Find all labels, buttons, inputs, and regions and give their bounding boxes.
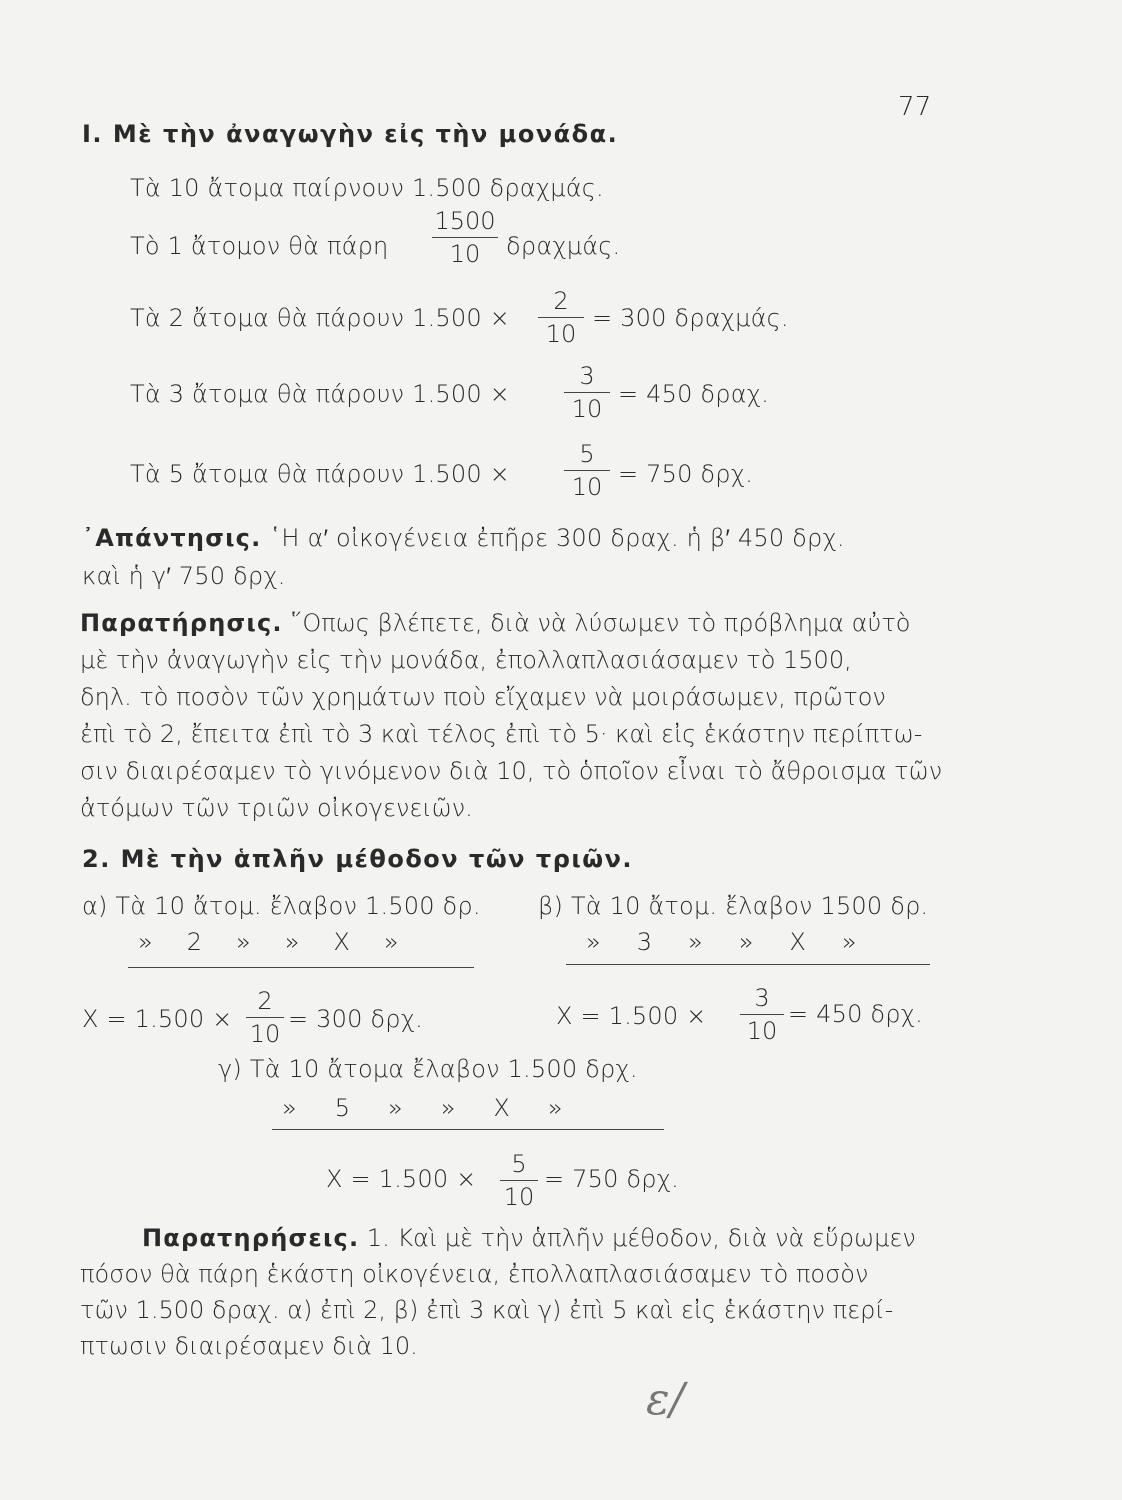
s1-line-2-post: δραχμάς. (506, 232, 621, 260)
fraction-denominator: 10 (249, 1020, 281, 1048)
fraction-denominator: 10 (503, 1183, 535, 1211)
case-c-result-pre: Χ = 1.500 × (326, 1165, 477, 1193)
case-a-line-2: » 2 » » Χ » (138, 928, 399, 956)
case-c-line-1: γ) Τὰ 10 ἄτομα ἔλαβον 1.500 δρχ. (218, 1055, 638, 1083)
s1-line-4-fraction (564, 362, 610, 423)
s1-line-1: Τὰ 10 ἄτομα παίρνουν 1.500 δραχμάς. (130, 174, 604, 202)
case-a-result-pre: Χ = 1.500 × (82, 1005, 233, 1033)
fraction-numerator: 3 (754, 984, 770, 1012)
remark-1-line: σιν διαιρέσαμεν τὸ γινόμενον διὰ 10, τὸ ὁποῖον εἶναι τὸ ἄθροισμα τῶν (80, 757, 943, 785)
remark-1-line: μὲ τὴν ἀναγωγὴν εἰς τὴν μονάδα, ἐπολλαπλασιάσαμεν τὸ 1500, (80, 646, 852, 674)
handwritten-mark: ε∕ (646, 1374, 685, 1425)
remark-1-line: Παρατήρησις. ῞Οπως βλέπετε, διὰ νὰ λύσωμεν τὸ πρόβλημα αὐτὸ (80, 609, 911, 637)
fraction-bar (500, 1180, 538, 1181)
fraction-denominator: 10 (571, 395, 603, 423)
fraction-numerator: 2 (257, 987, 273, 1015)
answer-line-2: καὶ ἡ γ′ 750 δρχ. (82, 562, 286, 590)
s1-line-3-pre: Τὰ 2 ἄτομα θὰ πάρουν 1.500 × (130, 304, 510, 332)
case-b-line-1: β) Τὰ 10 ἄτομ. ἔλαβον 1500 δρ. (538, 892, 929, 920)
case-a-fraction (246, 987, 284, 1048)
case-c-result-post: = 750 δρχ. (544, 1165, 679, 1193)
s1-line-4-pre: Τὰ 3 ἄτομα θὰ πάρουν 1.500 × (130, 380, 510, 408)
remark-2-label: Παρατηρήσεις. (142, 1224, 360, 1252)
case-c-fraction (500, 1150, 538, 1211)
case-b-result-post: = 450 δρχ. (788, 1000, 923, 1028)
remark-2-line: πτωσιν διαιρέσαμεν διὰ 10. (80, 1332, 418, 1360)
s1-line-5-fraction (564, 440, 610, 501)
section-2-heading: 2. Μὲ τὴν ἁπλῆν μέθοδον τῶν τριῶν. (82, 845, 634, 873)
fraction-numerator: 3 (579, 362, 595, 390)
remark-2-line: Παρατηρήσεις. 1. Καὶ μὲ τὴν ἁπλῆν μέθοδον, διὰ νὰ εὕρωμεν (142, 1224, 916, 1252)
fraction-bar (246, 1017, 284, 1018)
fraction-bar (564, 470, 610, 471)
remark-1-line: ἀτόμων τῶν τριῶν οἰκογενειῶν. (80, 794, 473, 822)
case-a-rule (128, 967, 474, 968)
page-number: 77 (898, 92, 932, 122)
fraction-bar (740, 1014, 784, 1015)
case-b-result-pre: Χ = 1.500 × (556, 1002, 707, 1030)
fraction-bar (564, 392, 610, 393)
remark-2-paragraph (80, 1220, 933, 1364)
s1-line-3-post: = 300 δραχμάς. (592, 304, 789, 332)
s1-line-2-pre: Τὸ 1 ἄτομον θὰ πάρη (130, 232, 389, 260)
fraction-denominator: 10 (449, 240, 481, 268)
answer-label: ᾿Απάντησις. (82, 524, 262, 552)
remark-1-line: δηλ. τὸ ποσὸν τῶν χρημάτων ποὺ εἴχαμεν νὰ μοιράσωμεν, πρῶτον (80, 683, 886, 711)
remark-1-paragraph (80, 605, 943, 827)
s1-line-4-post: = 450 δραχ. (618, 380, 769, 408)
remark-1-label: Παρατήρησις. (80, 609, 283, 637)
case-c-line-2: » 5 » » Χ » (282, 1094, 563, 1122)
case-c-rule (272, 1129, 664, 1130)
s1-line-5-post: = 750 δρχ. (618, 460, 753, 488)
case-a-result-post: = 300 δρχ. (288, 1005, 423, 1033)
remark-1-line: ἐπὶ τὸ 2, ἔπειτα ἐπὶ τὸ 3 καὶ τέλος ἐπὶ τὸ 5· καὶ εἰς ἑκάστην περίπτω- (80, 720, 923, 748)
s1-line-3-fraction (538, 287, 584, 348)
fraction-bar (432, 237, 498, 238)
case-a-line-1: α) Τὰ 10 ἄτομ. ἔλαβον 1.500 δρ. (82, 892, 481, 920)
fraction-numerator: 5 (579, 440, 595, 468)
fraction-denominator: 10 (545, 320, 577, 348)
fraction-denominator: 10 (571, 473, 603, 501)
fraction-bar (538, 317, 584, 318)
fraction-denominator: 10 (746, 1017, 778, 1045)
fraction-numerator: 5 (511, 1150, 527, 1178)
s1-line-2-fraction (432, 207, 498, 268)
answer-text: ῾Η α′ οἰκογένεια ἐπῆρε 300 δραχ. ἡ β′ 450 δρχ. (269, 524, 845, 552)
case-b-fraction (740, 984, 784, 1045)
case-b-rule (566, 964, 930, 965)
fraction-numerator: 1500 (434, 207, 496, 235)
section-1-heading: I. Μὲ τὴν ἀναγωγὴν εἰς τὴν μονάδα. (82, 120, 619, 148)
remark-2-line: τῶν 1.500 δραχ. α) ἐπὶ 2, β) ἐπὶ 3 καὶ γ) ἐπὶ 5 καὶ εἰς ἑκάστην περί- (80, 1296, 894, 1324)
remark-2-line: πόσον θὰ πάρη ἑκάστη οἰκογένεια, ἐπολλαπλασιάσαμεν τὸ ποσὸν (80, 1260, 869, 1288)
fraction-numerator: 2 (553, 287, 569, 315)
answer-line-1 (82, 524, 845, 553)
case-b-line-2: » 3 » » Χ » (586, 928, 857, 956)
s1-line-5-pre: Τὰ 5 ἄτομα θὰ πάρουν 1.500 × (130, 460, 510, 488)
